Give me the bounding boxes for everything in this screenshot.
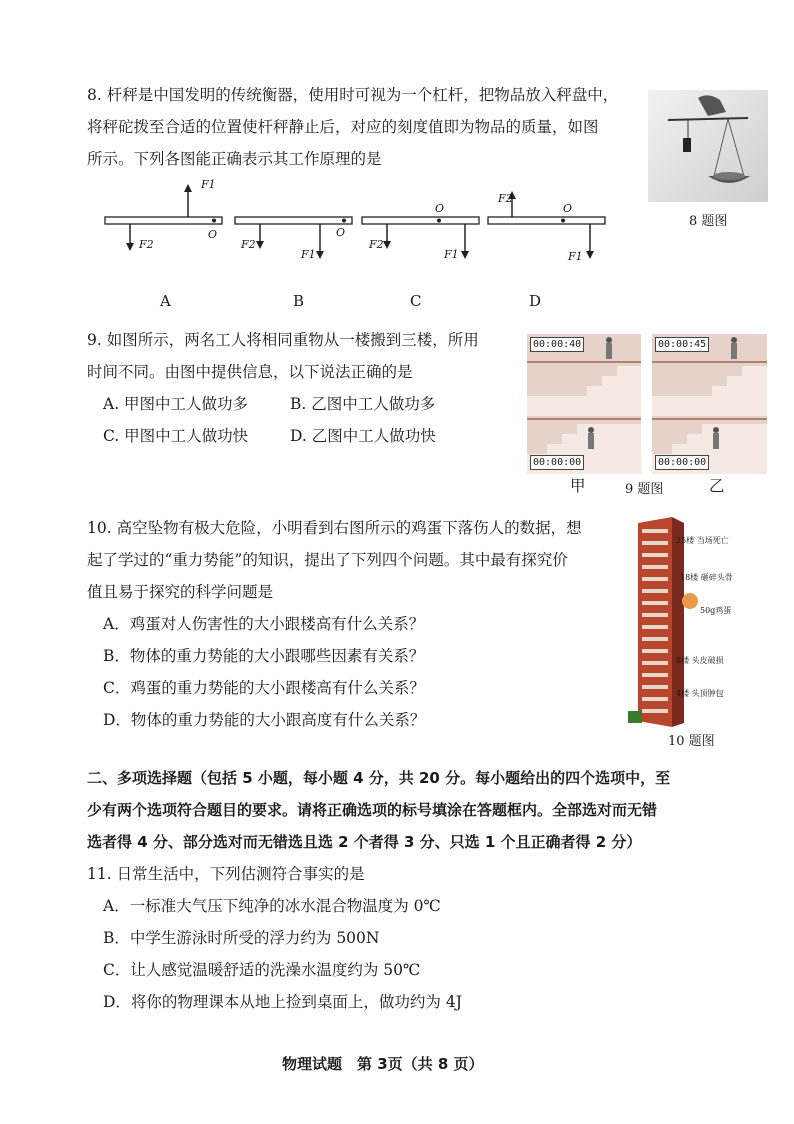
label-o-d: O — [563, 202, 573, 215]
q8-option-b: B — [293, 292, 305, 310]
q8-line-3: 所示。下列各图能正确表示其工作原理的是 — [87, 150, 382, 168]
q10-option-a: A．鸡蛋对人伤害性的大小跟楼高有什么关系？ — [103, 615, 425, 633]
q9-caption-right: 乙 — [709, 477, 725, 495]
building-label-4: 4楼 头顶肿包 — [676, 689, 724, 698]
q11-option-d: D．将你的物理课本从地上捡到桌面上，做功约为 4J — [103, 993, 462, 1011]
q8-line-2: 将秤砣拨至合适的位置使杆秤静止后，对应的刻度值即为物品的质量，如图 — [87, 118, 599, 136]
building-label-18: 18楼 砸碎头骨 — [680, 573, 733, 582]
building-label-25: 25楼 当场死亡 — [676, 536, 729, 545]
timer-right-bottom: 00:00:00 — [655, 455, 709, 470]
q8-option-d: D — [529, 292, 542, 310]
q10-line-3: 值且易于探究的科学问题是 — [87, 583, 274, 601]
section2-line-2: 少有两个选项符合题目的要求。请将正确选项的标号填涂在答题框内。全部选对而无错 — [87, 801, 658, 819]
q8-line-1: 8. 杆秤是中国发明的传统衡器，使用时可视为一个杠杆，把物品放入秤盘中， — [87, 86, 619, 104]
q8-option-a: A — [160, 292, 171, 310]
q8-lever-diagrams — [100, 182, 620, 262]
steelyard-photo — [648, 90, 768, 202]
label-o-c: O — [435, 202, 445, 215]
label-f2-b: F2 — [241, 238, 256, 251]
timer-left-bottom: 00:00:00 — [530, 455, 584, 470]
q10-line-2: 起了学过的“重力势能”的知识，提出了下列四个问题。其中最有探究价 — [87, 551, 568, 569]
q10-caption: 10 题图 — [668, 734, 715, 749]
lever-diagram-a — [105, 184, 222, 251]
q9-option-c: C. 甲图中工人做功快 — [103, 427, 249, 445]
label-f1-c: F1 — [444, 248, 459, 261]
q11-option-c: C．让人感觉温暖舒适的洗澡水温度约为 50℃ — [103, 961, 421, 979]
timer-right-top: 00:00:45 — [655, 337, 709, 352]
stairs-image-right — [652, 334, 767, 474]
q10-line-1: 10. 高空坠物有极大危险，小明看到右图所示的鸡蛋下落伤人的数据，想 — [87, 519, 582, 537]
section2-line-1: 二、多项选择题（包括 5 小题，每小题 4 分，共 20 分。每小题给出的四个选项中，至 — [87, 769, 671, 787]
q11-option-a: A．一标准大气压下纯净的冰水混合物温度为 0℃ — [103, 897, 441, 915]
q9-option-a: A. 甲图中工人做功多 — [103, 395, 249, 413]
label-f1-b: F1 — [301, 248, 316, 261]
q9-line-1: 9. 如图所示，两名工人将相同重物从一楼搬到三楼，所用 — [87, 331, 479, 349]
q9-option-b: B. 乙图中工人做功多 — [290, 395, 436, 413]
label-o-a: O — [208, 228, 218, 241]
q9-caption-left: 甲 — [570, 477, 586, 495]
label-f2-a: F2 — [139, 238, 154, 251]
q9-caption: 9 题图 — [625, 482, 664, 497]
building-label-8: 8楼 头皮破损 — [676, 656, 724, 665]
section2-line-3: 选者得 4 分、部分选对而无错选且选 2 个者得 3 分、只选 1 个且正确者得 2 分） — [87, 833, 642, 851]
q11-option-b: B．中学生游泳时所受的浮力约为 500N — [103, 929, 380, 947]
label-o-b: O — [336, 226, 346, 239]
q11-stem: 11. 日常生活中，下列估测符合事实的是 — [87, 865, 365, 883]
label-f2-c: F2 — [369, 238, 384, 251]
label-f1-a: F1 — [201, 178, 216, 191]
label-f1-d: F1 — [568, 250, 583, 263]
q8-caption: 8 题图 — [689, 214, 728, 229]
stairs-image-left — [527, 334, 641, 474]
egg-label: 50g鸡蛋 — [700, 606, 732, 615]
label-f2-d: F2 — [498, 192, 513, 205]
q8-option-c: C — [410, 292, 422, 310]
q9-option-d: D. 乙图中工人做功快 — [290, 427, 436, 445]
q10-option-d: D．物体的重力势能的大小跟高度有什么关系？ — [103, 711, 426, 729]
page-footer: 物理试题 第 3页（共 8 页） — [282, 1055, 484, 1073]
q10-option-c: C．鸡蛋的重力势能的大小跟楼高有什么关系？ — [103, 679, 425, 697]
timer-left-top: 00:00:40 — [530, 337, 584, 352]
q9-line-2: 时间不同。由图中提供信息，以下说法正确的是 — [87, 363, 413, 381]
q10-option-b: B．物体的重力势能的大小跟哪些因素有关系？ — [103, 647, 425, 665]
